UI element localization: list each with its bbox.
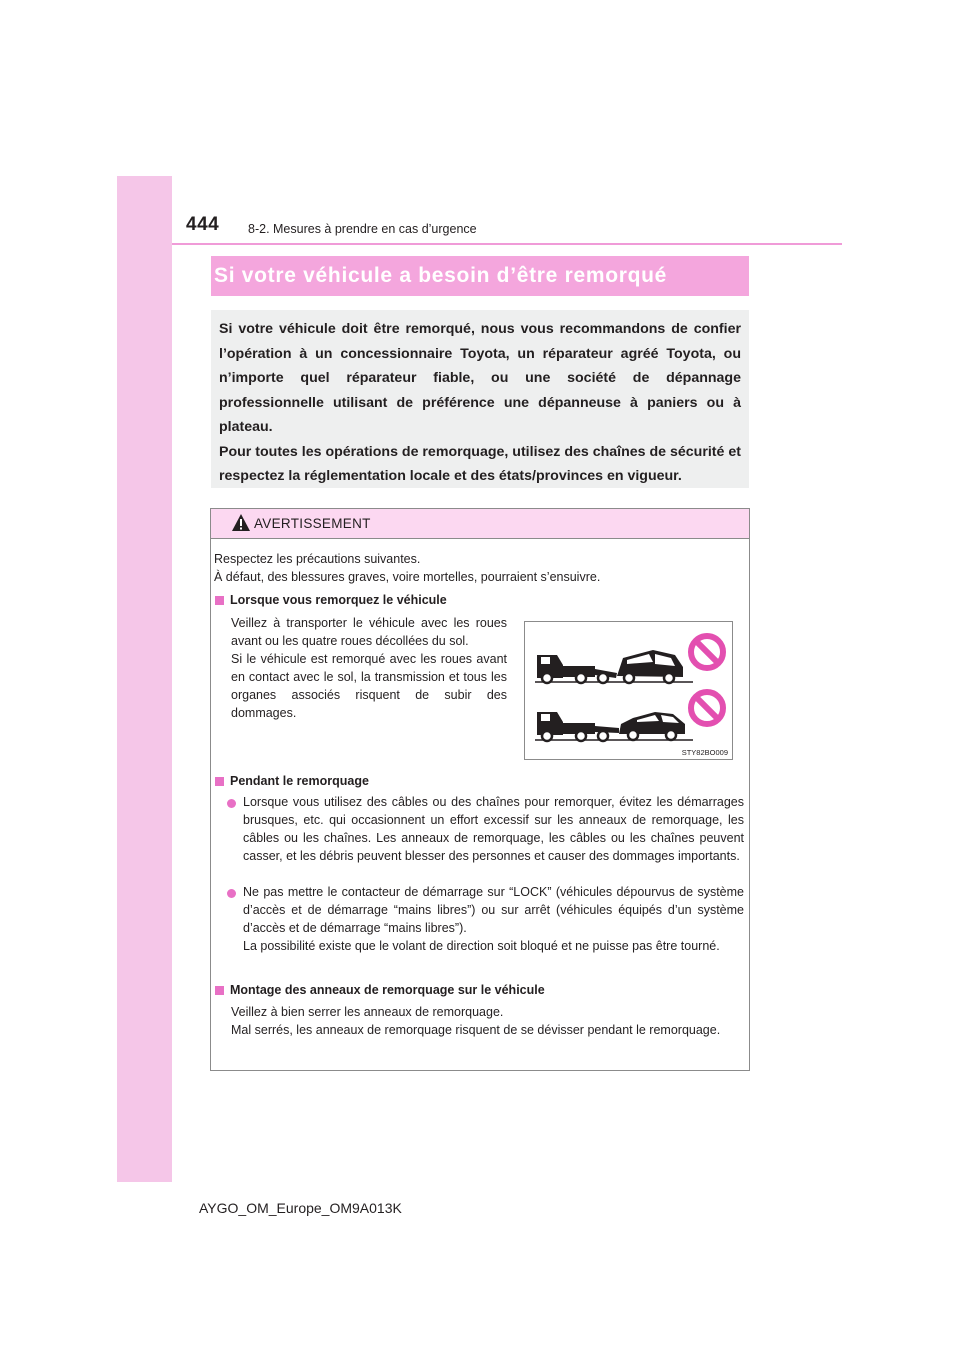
warning-intro-line-1: Respectez les précautions suivantes. xyxy=(214,552,421,566)
towing-body-line-1: Veillez à transporter le véhicule avec les roues avant ou les quatre roues décollées du sol. xyxy=(231,616,507,648)
section-bullet-square xyxy=(215,986,224,995)
header-rule xyxy=(172,243,842,245)
towing-illustration xyxy=(524,621,733,760)
list-bullet-dot xyxy=(227,799,236,808)
document-footer-code: AYGO_OM_Europe_OM9A013K xyxy=(199,1200,402,1216)
section-heading-during-towing: Pendant le remorquage xyxy=(230,774,369,788)
illustration-code: STY82BO009 xyxy=(681,748,728,757)
intro-paragraph-2: Pour toutes les opérations de remorquage, utilisez des chaînes de sécurité et respectez la réglementation locale et des états/provinces en vigueur. xyxy=(219,443,741,484)
during-towing-bullet-1: Lorsque vous utilisez des câbles ou des chaînes pour remorquer, évitez les démarrages brusques, etc. qui occasionnent un effort excessif sur les anneaux de remorquage, les câbles ou les chaînes. Les anneaux de remorquage, les câbles ou les chaînes peuvent casser, et les débris peuvent blesser des personnes et causer des dommages importants. xyxy=(243,795,744,863)
prohibited-icon xyxy=(691,692,723,724)
page-number: 444 xyxy=(186,214,220,235)
intro-paragraph-1: Si votre véhicule doit être remorqué, nous vous recommandons de confier l’opération à un concessionnaire Toyota, un réparateur agréé Toyota, ou n’importe quel réparateur fiable, ou une société de dépannage professionnelle utilisant de préférence une dépanneuse à paniers ou à plateau. xyxy=(219,321,741,435)
section-heading-towing: Lorsque vous remorquez le véhicule xyxy=(230,593,447,607)
warning-title: AVERTISSEMENT xyxy=(254,516,371,531)
warning-header xyxy=(211,509,749,539)
prohibited-icon xyxy=(691,636,723,668)
tow-eyelets-body xyxy=(231,1003,742,1039)
chapter-sidebar-tab xyxy=(117,176,172,1182)
tow-truck-illustration xyxy=(525,622,732,759)
tow-eyelets-body-line-1: Veillez à bien serrer les anneaux de remorquage. xyxy=(231,1005,504,1019)
towing-body xyxy=(231,614,507,722)
during-towing-bullet-2-p1: Ne pas mettre le contacteur de démarrage sur “LOCK” (véhicules dépourvus de système d’accès et de démarrage “mains libres”) ou sur arrêt (véhicules équipés d’un système d’accès et de démarrage “mains libres”). xyxy=(243,885,744,935)
during-towing-bullet-2 xyxy=(243,883,744,955)
during-towing-bullet-2-p2: La possibilité existe que le volant de direction soit bloqué et ne puisse pas être tourné. xyxy=(243,939,720,953)
section-label: 8-2. Mesures à prendre en cas d’urgence xyxy=(248,222,477,236)
page-title: Si votre véhicule a besoin d’être remorqué xyxy=(211,256,749,296)
intro-box xyxy=(211,310,749,488)
list-bullet-dot xyxy=(227,889,236,898)
towing-body-line-2: Si le véhicule est remorqué avec les roues avant en contact avec le sol, la transmission et tous les organes associés risquent de subir des dommages. xyxy=(231,652,507,720)
section-bullet-square xyxy=(215,596,224,605)
warning-box xyxy=(210,508,750,1071)
section-bullet-square xyxy=(215,777,224,786)
section-heading-tow-eyelets: Montage des anneaux de remorquage sur le véhicule xyxy=(230,983,545,997)
warning-triangle-icon xyxy=(231,513,251,532)
tow-eyelets-body-line-2: Mal serrés, les anneaux de remorquage risquent de se dévisser pendant le remorquage. xyxy=(231,1023,721,1037)
warning-intro-line-2: À défaut, des blessures graves, voire mortelles, pourraient s’ensuivre. xyxy=(214,570,601,584)
